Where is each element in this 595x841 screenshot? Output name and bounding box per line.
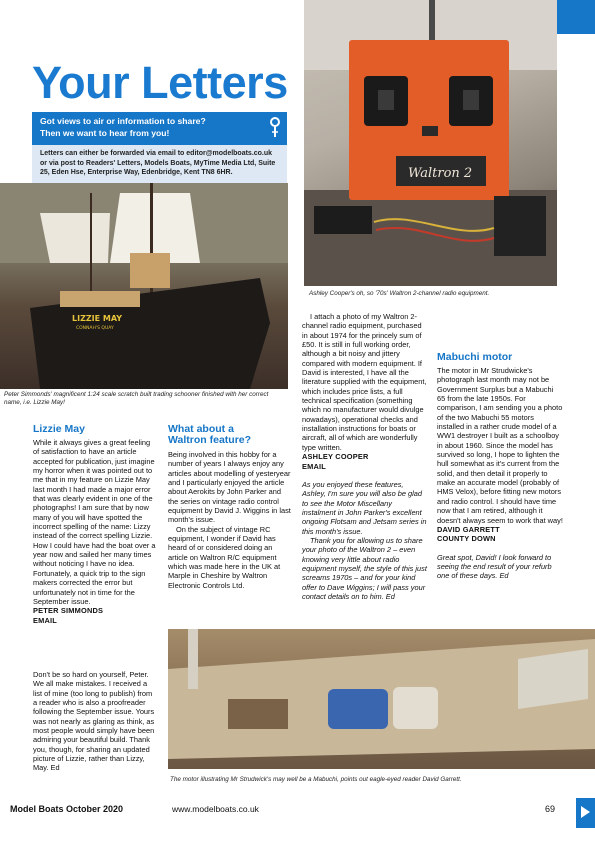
waltron-radio-photo <box>304 0 557 286</box>
page-footer <box>0 800 595 820</box>
mabuchi-signature: DAVID GARRETT <box>437 524 500 534</box>
mabuchi-letter <box>437 366 563 581</box>
share-box <box>32 112 287 145</box>
waltron-heading-1: What about a <box>168 423 234 435</box>
share-line-1: Got views to air or information to share? <box>40 116 206 126</box>
motor-caption: The motor illustrating Mr Strudwick's may well be a Mabuchi, points out eagle-eyed reader David Garrett. <box>170 776 462 783</box>
lizzie-reply: Don't be so hard on yourself, Peter. We all make mistakes. I received a list of mine (too long to publish) from a reader who is also a proofreader following the September issue. Yours was not nearly as glaring as think, as most people would simply have been admiring your beautiful build. Thank you, though, for sharing an updated picture of Lizzie, rather than Lizzy, May. Ed <box>33 670 155 773</box>
waltron-signature-sub: EMAIL <box>302 461 326 471</box>
lizzie-signature: PETER SIMMONDS <box>33 606 104 616</box>
lizzie-may-photo <box>0 183 288 389</box>
lizzie-signature-sub: EMAIL <box>33 615 57 625</box>
waltron-reply-1: As you enjoyed these features, Ashley, I'm sure you will also be glad to see the Motor Miscellany instalment in John Parker's excellent ongoing Flotsam and Jetsam series in this month's issue. <box>302 479 427 536</box>
next-page-arrow-icon[interactable] <box>576 798 595 828</box>
mabuchi-motor-photo <box>168 629 595 769</box>
footer-url[interactable]: www.modelboats.co.uk <box>172 804 259 814</box>
waltron-caption: Ashley Cooper's oh, so '70s' Waltron 2-channel radio equipment. <box>309 290 490 297</box>
waltron-body-2: On the subject of vintage RC equipment, I wonder if David has heard of or considered doing an article on Waltron R/C equipment which was made here in the UK at Marple in Cheshire by Waltron Electronic Controls Ltd. <box>168 524 281 590</box>
lizzie-body: While it always gives a great feeling of satisfaction to have an article accepted for publication, just imagine my horror when it was pointed out to me that in my feature on Lizzie May last month I had made a major error that was clearly evident in one of the photographs! I am sure that by now many of you will have spotted the incorrect spelling of the name: Lizzy instead of the correct spelling Lizzie. How I could have had the boat over a year now and sailed her many times without noticing I have no idea. Fortunately, a quick trip to the sign makers corrected the error but unfortunately not in time for the September issue. <box>33 438 156 606</box>
share-line-2: Then we want to hear from you! <box>40 127 170 138</box>
page-number: 69 <box>545 804 556 814</box>
lizzie-editor-reply <box>33 670 157 773</box>
waltron-reply-2: Thank you for allowing us to share your photo of the Waltron 2 – even knowing very little about radio equipment myself, the style of this just screams 1970s – and for your kind offer to Dave Wiggins; I will pass your contact details on to him. Ed <box>302 535 427 601</box>
page-title: Your Letters <box>32 57 288 108</box>
lizzie-caption: Peter Simmonds' magnificent 1:24 scale scratch built trading schooner finished with her correct name, i.e. Lizzie May! <box>4 391 269 406</box>
location-pin-icon <box>269 117 281 139</box>
lizzie-port-label: CONNAH'S QUAY <box>76 326 114 331</box>
lizzie-name-label: LIZZIE MAY <box>72 314 123 323</box>
waltron-body-1: Being involved in this hobby for a number of years I always enjoy any articles about modelling of yesteryear and I particularly enjoyed the article about Aerokits by John Parker and the series on vintage radio control equipment by David J. Wiggins in last month's issue. <box>168 450 291 525</box>
waltron-letter-part-2 <box>302 312 427 601</box>
footer-issue: Model Boats October 2020 <box>10 804 124 814</box>
submission-info-text: Letters can either be forwarded via email to editor@modelboats.co.uk or via post to Readers' Letters, Models Boats, MyTime Media Ltd, Suite 25, Eden Hse, Enterprise Way, Edenbridge, Kent TN8 6HR. <box>40 150 276 176</box>
lizzie-letter <box>33 438 157 625</box>
lizzie-may-illustration <box>0 183 288 389</box>
mabuchi-signature-sub: COUNTY DOWN <box>437 534 496 544</box>
waltron-body-3: I attach a photo of my Waltron 2-channel radio equipment, purchased in about 1974 for the princely sum of £50. It is still in full working order, although a bit noisy and jittery compared with modern equipment. If David is interested, I have all the literature supplied with the equipment, which includes price lists, a full technical specification (something which no manufacturer would divulge nowadays), operational checks and installation instructions for boats or aircraft, all of which are wonderfully type written. <box>302 312 427 452</box>
mabuchi-heading: Mabuchi motor <box>437 351 513 363</box>
mabuchi-reply: Great spot, David! I look forward to seeing the end result of your refurb one of these days. Ed <box>437 552 552 581</box>
waltron-heading-2: Waltron feature? <box>168 434 252 446</box>
lizzie-heading: Lizzie May <box>33 423 85 435</box>
waltron-letter-part-1 <box>168 450 292 590</box>
mabuchi-body: The motor in Mr Strudwicke's photograph last month may not be Government Surplus but a Mabuchi 65 from the late 1950s. For comparison, I am sending you a photo of the two Mabuchi 55 motors installed in a rather crude model of a WW1 destroyer I built as a schoolboy in about 1960. Since the model has survived so long, I hope to lighten the hull somewhat as it's current from the solid, and then detail it properly to make an accurate model (probably of HMS Velox), before fitting new motors and radio control. I should have time now that I am retired, although it doesn't always seem to work that way! <box>437 366 563 525</box>
waltron-radio-illustration <box>304 0 557 286</box>
submission-info <box>32 145 287 183</box>
waltron-signature: ASHLEY COOPER <box>302 452 369 462</box>
waltron-label: Waltron 2 <box>408 166 473 181</box>
motor-illustration <box>168 629 595 769</box>
